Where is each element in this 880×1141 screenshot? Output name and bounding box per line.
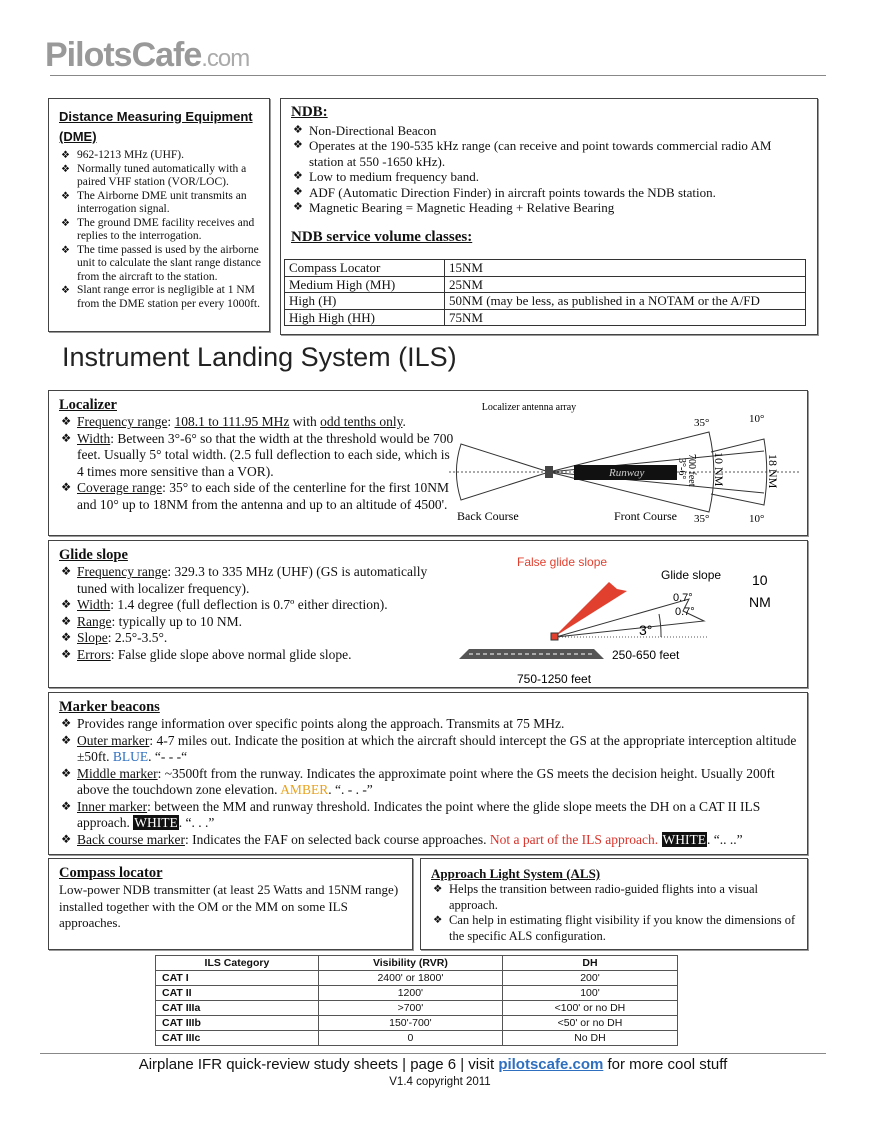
table-cell: CAT IIIa — [156, 1001, 319, 1016]
table-cell: Compass Locator — [285, 260, 445, 277]
table-cell: CAT I — [156, 971, 319, 986]
list-item: ❖ Operates at the 190-535 kHz range (can receive and point towards commercial radio AM station at 550 -1650 kHz). — [291, 138, 807, 169]
marker-beacons-panel — [48, 692, 808, 855]
list-item: ❖ Width: 1.4 degree (full deflection is 0.7º either direction). — [59, 597, 449, 614]
list-item: ❖ Inner marker: between the MM and runway threshold. Indicates the point where the glide slope meets the DH on a CAT II ILS approach. WHITE. “. . .” — [59, 799, 797, 832]
page-title: Instrument Landing System (ILS) — [62, 342, 457, 372]
table-cell: 15NM — [445, 260, 806, 277]
list-item: ❖ The Airborne DME unit transmits an interrogation signal. — [59, 190, 261, 217]
list-item: ❖ Middle marker: ~3500ft from the runway. Indicates the approximate point where the GS meets the decision height. Usually 200ft above the touchdown zone elevation. AMBER. “. - . -” — [59, 766, 797, 799]
list-item: ❖ Can help in estimating flight visibility if you know the dimensions of the specific ALS configuration. — [431, 913, 797, 944]
list-item: ❖ The time passed is used by the airborne unit to calculate the slant range distance from the aircraft to the station. — [59, 244, 261, 285]
table-row — [285, 293, 806, 310]
table-cell: 25NM — [445, 276, 806, 293]
distance-250-650: 250-650 feet — [612, 648, 680, 662]
pilotscafe-logo[interactable] — [45, 36, 249, 75]
list-item: ❖ Range: typically up to 10 NM. — [59, 614, 449, 631]
compass-locator-panel — [48, 858, 413, 950]
list-item: ❖ Outer marker: 4-7 miles out. Indicate the position at which the aircraft should intercept the GS at the appropriate interception altitude ±50ft. BLUE. “- - -“ — [59, 733, 797, 766]
18nm-label: 18 NM — [766, 454, 780, 489]
list-item: ❖ Normally tuned automatically with a paired VHF station (VOR/LOC). — [59, 163, 261, 190]
ndb-classes-table — [284, 259, 806, 326]
als-title: Approach Light System (ALS) — [431, 866, 601, 881]
angle-10-top: 10° — [749, 413, 765, 425]
footer-text-end: for more cool stuff — [603, 1056, 728, 1073]
table-cell: 2400' or 1800' — [318, 971, 502, 986]
table-cell: No DH — [502, 1031, 677, 1046]
dme-title: Distance Measuring Equipment (DME) — [59, 109, 253, 144]
width-feet-label: 700 feet — [686, 454, 697, 487]
deg-upper-label: 0.7° — [673, 592, 693, 604]
deg-lower-label: 0.7° — [675, 606, 695, 618]
logo-text: PilotsCafe — [45, 36, 202, 74]
table-cell: 150'-700' — [318, 1016, 502, 1031]
angle-35-top: 35° — [694, 417, 710, 429]
10nm-label: 10 NM — [712, 452, 726, 487]
table-cell: 200' — [502, 971, 677, 986]
glide-slope-label: Glide slope — [661, 568, 722, 582]
table-row — [156, 1016, 678, 1031]
list-item: ❖ Magnetic Bearing = Magnetic Heading + Relative Bearing — [291, 200, 807, 216]
marker-beacons-title: Marker beacons — [59, 699, 160, 715]
column-header: Visibility (RVR) — [318, 956, 502, 971]
footer — [40, 1053, 826, 1073]
table-row — [285, 309, 806, 326]
table-cell: 50NM (may be less, as published in a NOTAM or the A/FD — [445, 293, 806, 310]
table-cell: CAT IIIc — [156, 1031, 319, 1046]
list-item: ❖ Slope: 2.5°-3.5°. — [59, 630, 449, 647]
als-list — [431, 882, 797, 944]
table-row — [285, 276, 806, 293]
antenna-icon — [545, 466, 553, 478]
table-row — [156, 971, 678, 986]
compass-locator-text: Low-power NDB transmitter (at least 25 Watts and 15NM range) installed together with the OM or the MM on some ILS approaches. — [59, 882, 399, 930]
10-label: 10 — [752, 572, 768, 588]
table-cell: CAT IIIb — [156, 1016, 319, 1031]
antenna-icon — [551, 633, 558, 640]
logo-suffix: .com — [201, 45, 250, 72]
table-cell: Medium High (MH) — [285, 276, 445, 293]
table-cell: <100' or no DH — [502, 1001, 677, 1016]
localizer-panel — [48, 390, 808, 536]
list-item: ❖ Back course marker: Indicates the FAF on selected back course approaches. Not a part of the ILS approach. WHITE. “.. ..” — [59, 832, 797, 849]
table-cell: High (H) — [285, 293, 445, 310]
width-deg-label: 3°-6° — [676, 458, 687, 480]
distance-750-1250: 750-1250 feet — [517, 672, 592, 686]
deg-3-label: 3° — [639, 622, 653, 638]
table-cell: 0 — [318, 1031, 502, 1046]
footer-text: Airplane IFR quick-review study sheets | page 6 | visit — [138, 1056, 499, 1073]
glide-slope-diagram — [449, 549, 804, 689]
dme-panel — [48, 98, 270, 332]
table-cell: 1200' — [318, 986, 502, 1001]
list-item: ❖ Non-Directional Beacon — [291, 123, 807, 139]
back-course-label: Back Course — [457, 509, 519, 523]
dme-list — [59, 149, 261, 311]
glide-slope-title: Glide slope — [59, 547, 128, 563]
table-cell: High High (HH) — [285, 309, 445, 326]
list-item: ❖ ADF (Automatic Direction Finder) in aircraft points towards the NDB station. — [291, 185, 807, 201]
angle-35-bottom: 35° — [694, 513, 710, 525]
header-divider — [50, 75, 826, 76]
list-item: ❖ Errors: False glide slope above normal glide slope. — [59, 647, 449, 664]
nm-label: NM — [749, 594, 771, 610]
list-item: ❖ Low to medium frequency band. — [291, 169, 807, 185]
false-glide-slope-label: False glide slope — [517, 555, 608, 569]
ndb-list — [291, 123, 807, 216]
copyright: V1.4 copyright 2011 — [389, 1076, 491, 1088]
table-cell: >700' — [318, 1001, 502, 1016]
angle-10-bottom: 10° — [749, 513, 765, 525]
table-cell: 100' — [502, 986, 677, 1001]
list-item: ❖ Width: Between 3°-6° so that the width at the threshold would be 700 feet. Usually 5° total width. (2.5 full deflection to each side, which is 4 times more sensitive than a VOR). — [59, 431, 459, 481]
false-glide-slope-beam — [554, 582, 627, 637]
list-item: ❖ The ground DME facility receives and replies to the interrogation. — [59, 217, 261, 244]
table-cell: CAT II — [156, 986, 319, 1001]
list-item: ❖ Helps the transition between radio-guided flights into a visual approach. — [431, 882, 797, 913]
localizer-diagram — [449, 396, 804, 531]
als-panel — [420, 858, 808, 950]
table-header-row — [156, 956, 678, 971]
table-row — [156, 1031, 678, 1046]
front-course-label: Front Course — [614, 509, 677, 523]
list-item: ❖ Provides range information over specific points along the approach. Transmits at 75 MHz. — [59, 716, 797, 733]
table-row — [285, 260, 806, 277]
ils-category-table — [155, 955, 678, 1046]
antenna-label: Localizer antenna array — [481, 402, 577, 413]
glide-slope-list — [59, 564, 449, 663]
ndb-classes-title: NDB service volume classes: — [291, 228, 473, 245]
column-header: DH — [502, 956, 677, 971]
localizer-title: Localizer — [59, 397, 117, 413]
glide-slope-panel — [48, 540, 808, 688]
list-item: ❖ Frequency range: 329.3 to 335 MHz (UHF) (GS is automatically tuned with localizer frequency). — [59, 564, 449, 597]
compass-locator-title: Compass locator — [59, 865, 163, 881]
table-row — [156, 986, 678, 1001]
list-item: ❖ Slant range error is negligible at 1 NM from the DME station per every 1000ft. — [59, 284, 261, 311]
ndb-panel — [280, 98, 818, 335]
list-item: ❖ Coverage range: 35° to each side of the centerline for the first 10NM and 10° up to 18NM from the antenna and up to an altitude of 4500'. — [59, 480, 459, 513]
pilotscafe-link[interactable]: pilotscafe.com — [498, 1056, 604, 1073]
ndb-title: NDB: — [291, 104, 328, 120]
table-row — [156, 1001, 678, 1016]
runway-label: Runway — [609, 467, 645, 479]
list-item: ❖ 962-1213 MHz (UHF). — [59, 149, 261, 163]
svg-text:Localizer antenna array — [482, 402, 576, 413]
table-cell: <50' or no DH — [502, 1016, 677, 1031]
list-item: ❖ Frequency range: 108.1 to 111.95 MHz with odd tenths only. — [59, 414, 459, 431]
column-header: ILS Category — [156, 956, 319, 971]
table-cell: 75NM — [445, 309, 806, 326]
